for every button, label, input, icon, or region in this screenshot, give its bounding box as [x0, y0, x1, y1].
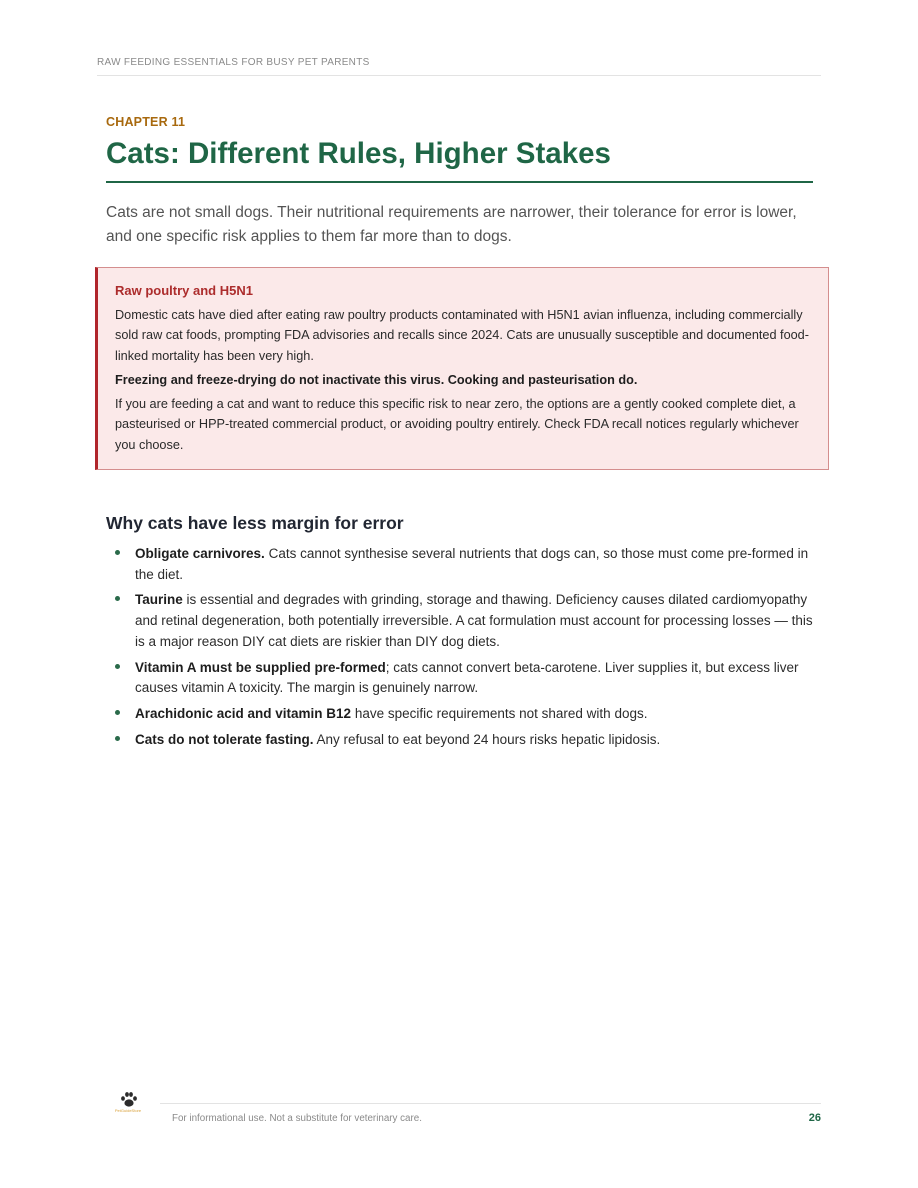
chapter-label: CHAPTER 11 — [106, 115, 186, 129]
footer-divider — [160, 1103, 821, 1104]
running-header: RAW FEEDING ESSENTIALS FOR BUSY PET PARENTS — [97, 57, 821, 76]
section-heading: Why cats have less margin for error — [106, 513, 404, 533]
list-item — [106, 730, 814, 751]
bullet-icon — [115, 596, 120, 601]
bullet-list — [106, 544, 814, 755]
list-item-lead: Obligate carnivores. — [135, 546, 265, 561]
list-item-lead: Taurine — [135, 592, 183, 608]
paw-icon — [118, 1089, 140, 1109]
list-item-lead: Vitamin A must be supplied pre-formed — [135, 659, 386, 675]
list-item-text: Any refusal to eat beyond 24 hours risks hepatic lipidosis. — [313, 731, 661, 747]
warning-callout-title: Raw poultry and H5N1 — [115, 283, 253, 298]
bullet-icon — [115, 550, 120, 555]
bullet-icon — [115, 710, 120, 715]
chapter-intro: Cats are not small dogs. Their nutritional requirements are narrower, their tolerance for error is lower, and one specific risk applies to them far more than to dogs. — [106, 204, 797, 245]
list-item — [106, 704, 814, 725]
list-item-text: have specific requirements not shared with dogs. — [351, 705, 648, 721]
footer-disclaimer: For informational use. Not a substitute for veterinary care. — [172, 1113, 422, 1124]
list-item — [106, 544, 814, 585]
list-item-text: Cats cannot synthesise several nutrients that dogs can, so those must come pre-formed in the diet. — [135, 546, 809, 582]
list-item-text: is essential and degrades with grinding, storage and thawing. Deficiency causes dilated cardiomyopathy and retinal degeneration, both potentially irreversible. A cat formulation must account for processing losses — this is a major reason DIY cat diets are riskier than DIY dog diets. — [135, 592, 813, 649]
warning-callout-paragraph: If you are feeding a cat and want to reduce this specific risk to near zero, the options are a gently cooked complete diet, a pasteurised or HPP-treated commercial product, or avoiding poultry entirely. Check FDA recall notices regularly whichever you choose. — [115, 397, 799, 452]
list-item-lead: Arachidonic acid and vitamin B12 — [135, 705, 352, 721]
bullet-icon — [115, 736, 120, 741]
list-item — [106, 590, 814, 652]
list-item-lead: Cats do not tolerate fasting. — [135, 731, 314, 747]
chapter-title: Cats: Different Rules, Higher Stakes — [106, 137, 813, 183]
warning-callout-key-point: Freezing and freeze-drying do not inactivate this virus. Cooking and pasteurisation do. — [115, 372, 638, 387]
warning-callout-paragraph: Domestic cats have died after eating raw poultry products contaminated with H5N1 avian influenza, including commercially sold raw cat foods, prompting FDA advisories and recalls since 2024. Cats are unusually susceptible and documented food-linked mortality has been very high. — [115, 308, 809, 363]
warning-callout — [95, 267, 829, 470]
footer-logo — [106, 1089, 150, 1119]
list-item-text: ; cats cannot convert beta-carotene. Liver supplies it, but excess liver causes vitamin A toxicity. The margin is genuinely narrow. — [135, 659, 799, 696]
page-number: 26 — [808, 1112, 821, 1124]
bullet-icon — [115, 664, 120, 669]
list-item — [106, 658, 814, 699]
logo-wordmark: PetGuideStore — [114, 1108, 142, 1113]
